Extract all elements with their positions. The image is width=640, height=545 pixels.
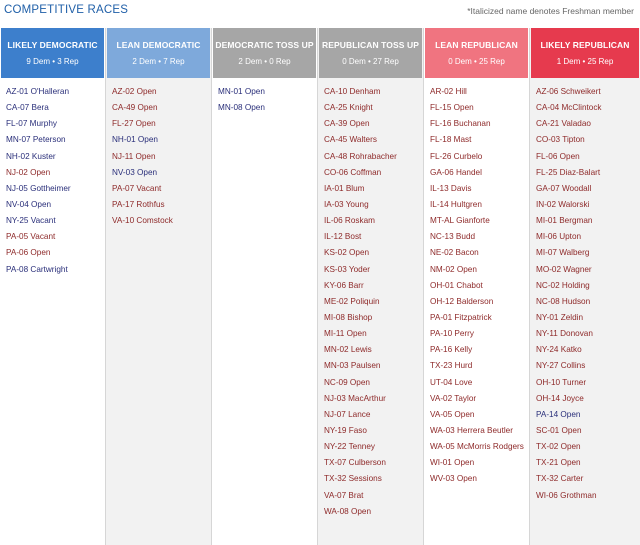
- race-item: TX-02 Open: [536, 442, 581, 452]
- race-item: FL-18 Mast: [430, 135, 472, 145]
- column-democratic-toss-up: [212, 28, 318, 545]
- race-item: IA-03 Young: [324, 199, 369, 209]
- race-item: OH-14 Joyce: [536, 393, 584, 403]
- race-item: PA-01 Fitzpatrick: [430, 312, 492, 322]
- race-item: NJ-11 Open: [112, 151, 156, 161]
- column-title: LEAN DEMOCRATIC: [116, 40, 201, 50]
- header-bar: [0, 0, 640, 26]
- race-item: FL-27 Open: [112, 119, 156, 129]
- column-header-lean-democratic: [107, 28, 210, 78]
- race-item: NY-22 Tenney: [324, 442, 375, 452]
- race-item: FL-26 Curbelo: [430, 151, 483, 161]
- race-item: FL-15 Open: [430, 103, 474, 113]
- race-item: FL-06 Open: [536, 151, 580, 161]
- race-item: VA-02 Taylor: [430, 393, 477, 403]
- race-item: CO-03 Tipton: [536, 135, 585, 145]
- race-item: NC-09 Open: [324, 377, 370, 387]
- race-item: SC-01 Open: [536, 425, 582, 435]
- race-item: PA-08 Cartwright: [6, 264, 68, 274]
- race-item: CA-04 McClintock: [536, 103, 602, 113]
- column-likely-democratic: [0, 28, 106, 545]
- column-counts: 2 Dem • 0 Rep: [238, 57, 291, 66]
- race-item: ME-02 Poliquin: [324, 296, 380, 306]
- race-item: OH-12 Balderson: [430, 296, 494, 306]
- column-header-likely-democratic: [1, 28, 104, 78]
- race-item: MN-03 Paulsen: [324, 361, 381, 371]
- race-list: [0, 78, 105, 278]
- race-item: MN-07 Peterson: [6, 135, 66, 145]
- race-item: CA-07 Bera: [6, 103, 49, 113]
- race-item: AZ-02 Open: [112, 87, 157, 96]
- column-counts: 1 Dem • 25 Rep: [556, 57, 614, 66]
- race-item: NM-02 Open: [430, 264, 477, 274]
- race-item: VA-10 Comstock: [112, 216, 173, 226]
- race-item: NV-04 Open: [6, 199, 52, 209]
- race-item: PA-06 Open: [6, 248, 51, 258]
- race-item: WA-08 Open: [324, 506, 372, 516]
- race-item: NY-11 Donovan: [536, 329, 593, 339]
- column-title: LEAN REPUBLICAN: [435, 40, 518, 50]
- race-item: PA-14 Open: [536, 409, 581, 419]
- race-item: KS-02 Open: [324, 248, 370, 258]
- race-item: MI-06 Upton: [536, 232, 582, 242]
- freshman-note: *Italicized name denotes Freshman member: [467, 6, 634, 16]
- race-item: FL-16 Buchanan: [430, 119, 491, 129]
- race-item: OH-01 Chabot: [430, 280, 483, 290]
- race-item: AZ-01 O'Halleran: [6, 87, 69, 96]
- race-item: PA-16 Kelly: [430, 345, 473, 355]
- race-item: PA-05 Vacant: [6, 232, 56, 242]
- column-counts: 0 Dem • 25 Rep: [448, 57, 505, 66]
- race-item: CA-48 Rohrabacher: [324, 151, 397, 161]
- column-counts: 0 Dem • 27 Rep: [342, 57, 399, 66]
- race-item: NH-01 Open: [112, 135, 158, 145]
- race-item: NE-02 Bacon: [430, 248, 479, 258]
- race-item: MN-02 Lewis: [324, 345, 372, 355]
- race-item: PA-10 Perry: [430, 329, 474, 339]
- race-list: [106, 78, 211, 229]
- race-item: MI-01 Bergman: [536, 216, 593, 226]
- race-item: IA-01 Blum: [324, 183, 365, 193]
- column-title: LIKELY DEMOCRATIC: [7, 40, 98, 50]
- column-header-republican-toss-up: [319, 28, 422, 78]
- race-item: TX-23 Hurd: [430, 361, 473, 371]
- race-item: IN-02 Walorski: [536, 199, 590, 209]
- race-item: MN-01 Open: [218, 87, 265, 96]
- race-item: CA-21 Valadao: [536, 119, 591, 129]
- race-item: UT-04 Love: [430, 377, 473, 387]
- race-list: [530, 78, 640, 504]
- race-item: WI-01 Open: [430, 458, 475, 468]
- race-item: KY-06 Barr: [324, 280, 364, 290]
- race-item: NY-25 Vacant: [6, 216, 56, 226]
- race-list: [318, 78, 423, 520]
- race-item: FL-25 Diaz-Balart: [536, 167, 601, 177]
- column-republican-toss-up: [318, 28, 424, 545]
- race-item: AZ-06 Schweikert: [536, 87, 601, 96]
- race-item: NH-02 Kuster: [6, 151, 56, 161]
- race-item: FL-07 Murphy: [6, 119, 57, 129]
- race-item: MI-07 Walberg: [536, 248, 590, 258]
- race-item: NJ-05 Gottheimer: [6, 183, 71, 193]
- race-item: NY-01 Zeldin: [536, 312, 584, 322]
- race-item: MN-08 Open: [218, 103, 265, 113]
- race-item: CA-39 Open: [324, 119, 370, 129]
- column-title: DEMOCRATIC TOSS UP: [215, 40, 314, 50]
- race-item: CA-25 Knight: [324, 103, 373, 113]
- race-item: MT-AL Gianforte: [430, 216, 490, 226]
- race-item: NC-08 Hudson: [536, 296, 591, 306]
- race-item: NJ-02 Open: [6, 167, 51, 177]
- race-item: TX-32 Sessions: [324, 474, 382, 484]
- race-item: WA-05 McMorris Rodgers: [430, 442, 524, 452]
- column-title: REPUBLICAN TOSS UP: [321, 40, 420, 50]
- race-item: CA-10 Denham: [324, 87, 381, 96]
- race-item: TX-32 Carter: [536, 474, 584, 484]
- race-item: CA-49 Open: [112, 103, 158, 113]
- race-item: TX-21 Open: [536, 458, 581, 468]
- race-item: MI-08 Bishop: [324, 312, 373, 322]
- race-item: IL-14 Hultgren: [430, 199, 482, 209]
- race-item: VA-05 Open: [430, 409, 475, 419]
- race-item: GA-06 Handel: [430, 167, 482, 177]
- race-item: AR-02 Hill: [430, 87, 467, 96]
- race-item: NY-19 Faso: [324, 425, 367, 435]
- page-title: COMPETITIVE RACES: [4, 4, 129, 16]
- race-item: IL-06 Roskam: [324, 216, 375, 226]
- column-title: LIKELY REPUBLICAN: [540, 40, 630, 50]
- race-item: IL-12 Bost: [324, 232, 362, 242]
- race-item: WA-03 Herrera Beutler: [430, 425, 513, 435]
- race-item: KS-03 Yoder: [324, 264, 370, 274]
- column-lean-republican: [424, 28, 530, 545]
- column-header-likely-republican: [531, 28, 639, 78]
- race-item: NV-03 Open: [112, 167, 158, 177]
- column-likely-republican: [530, 28, 640, 545]
- column-header-democratic-toss-up: [213, 28, 316, 78]
- column-counts: 2 Dem • 7 Rep: [132, 57, 185, 66]
- column-counts: 9 Dem • 3 Rep: [26, 57, 79, 66]
- column-header-lean-republican: [425, 28, 528, 78]
- race-item: NC-13 Budd: [430, 232, 476, 242]
- race-item: TX-07 Culberson: [324, 458, 386, 468]
- race-item: PA-07 Vacant: [112, 183, 162, 193]
- race-item: MI-11 Open: [324, 329, 367, 339]
- race-item: PA-17 Rothfus: [112, 199, 165, 209]
- race-list: [424, 78, 529, 488]
- race-list: [212, 78, 317, 116]
- race-item: NY-27 Collins: [536, 361, 586, 371]
- race-item: NJ-03 MacArthur: [324, 393, 386, 403]
- ratings-columns: [0, 28, 640, 545]
- race-item: CA-45 Walters: [324, 135, 377, 145]
- race-item: OH-10 Turner: [536, 377, 587, 387]
- race-item: NY-24 Katko: [536, 345, 582, 355]
- race-item: MO-02 Wagner: [536, 264, 592, 274]
- race-item: IL-13 Davis: [430, 183, 472, 193]
- race-item: WI-06 Grothman: [536, 490, 597, 500]
- race-item: NJ-07 Lance: [324, 409, 371, 419]
- race-item: WV-03 Open: [430, 474, 477, 484]
- column-lean-democratic: [106, 28, 212, 545]
- race-item: CO-06 Coffman: [324, 167, 382, 177]
- race-item: NC-02 Holding: [536, 280, 590, 290]
- race-item: VA-07 Brat: [324, 490, 364, 500]
- race-item: GA-07 Woodall: [536, 183, 592, 193]
